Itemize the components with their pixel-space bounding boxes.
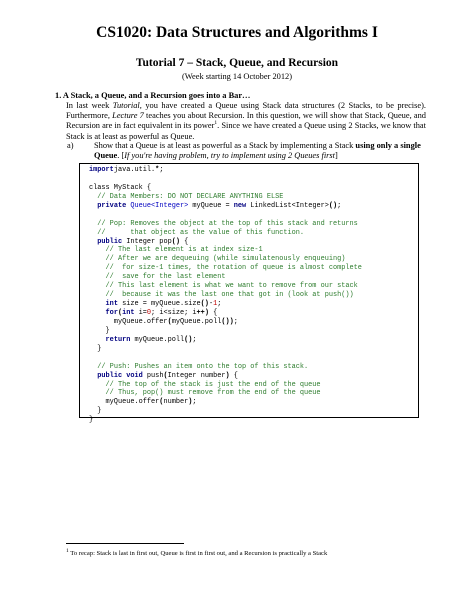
- intro-text-c: , you have created a Queue using Stack data structures (2 Stacks, to be precise). Furthermore,: [66, 101, 426, 121]
- code-token: }: [89, 416, 94, 425]
- code-token: 1: [213, 300, 218, 309]
- code-line: [89, 327, 362, 336]
- code-line: [89, 264, 362, 273]
- code-token: ; i<size; i: [151, 309, 197, 317]
- footnote-text: To recap: Stack is last in first out, Queue is first in first out, and a Recursion is practically a Stack: [68, 550, 328, 557]
- code-line: [89, 184, 362, 193]
- tutorial-subtitle: Tutorial 7 – Stack, Queue, and Recursion: [135, 57, 339, 69]
- intro-tutorial-ref: Tutorial: [112, 101, 140, 110]
- part-a-emphasis: using only a single Queue: [94, 141, 421, 161]
- code-token: }: [89, 344, 102, 353]
- code-token: [89, 336, 106, 344]
- code-line: [89, 291, 362, 300]
- part-a-text: [94, 141, 426, 161]
- code-token: *: [155, 166, 160, 174]
- code-token: public: [97, 371, 123, 380]
- code-token: [89, 300, 106, 308]
- code-token: // Pop: Removes the object at the top of this stack and returns: [97, 219, 358, 228]
- code-token: // save for the last element: [105, 273, 226, 282]
- code-token: // Thus, pop() must remove from the end of the queue: [105, 389, 321, 398]
- code-line: [89, 211, 362, 220]
- code-token: [89, 246, 106, 254]
- intro-lecture-ref: Lecture 7: [112, 111, 144, 121]
- code-token: (): [184, 335, 193, 344]
- code-token: // This last element is what we want to remove from our stack: [105, 282, 358, 291]
- code-token: // for size-1 times, the rotation of queue is almost complete: [105, 264, 362, 273]
- code-token: // After we are dequeuing (while simulatenously enqueuing): [105, 255, 346, 264]
- code-token: {: [180, 237, 189, 246]
- code-token: {: [229, 371, 238, 380]
- code-token: ;: [192, 398, 197, 407]
- footnote-number: 1: [66, 547, 69, 554]
- code-token: [89, 264, 106, 272]
- code-listing-box: [79, 163, 419, 425]
- code-token: [89, 255, 106, 263]
- code-token: [89, 291, 106, 299]
- code-token: // because it was the last one that got in (look at push()): [105, 291, 354, 300]
- code-token: return: [105, 335, 131, 344]
- intro-text-a: In last week: [66, 101, 113, 110]
- code-line: [89, 202, 362, 211]
- intro-text-e: teaches you about Recursion. In this question, we will show that Stack, Queue, and Recursion are in fact equivalent in its power: [66, 111, 426, 131]
- code-token: // Data Members: DO NOT DECLARE ANYTHING ELSE: [97, 192, 284, 201]
- code-token: ;: [192, 335, 197, 344]
- code-token: void: [122, 371, 143, 380]
- code-line: [89, 229, 362, 238]
- question-intro: [66, 101, 426, 142]
- code-token: ()): [221, 317, 234, 326]
- code-token: -: [208, 300, 214, 309]
- code-token: ;: [337, 201, 342, 210]
- week-line: (Week starting 14 October 2012): [181, 72, 293, 81]
- code-line: [89, 282, 362, 291]
- code-token: myQueue.offer: [89, 317, 168, 326]
- part-a-text-3: . [: [117, 151, 125, 161]
- code-token: myQueue.poll: [171, 317, 222, 326]
- code-token: number: [163, 398, 189, 407]
- code-line: [89, 300, 362, 309]
- code-line: [89, 363, 362, 372]
- footnote: [66, 547, 328, 557]
- code-line: [89, 238, 362, 247]
- code-token: [89, 309, 106, 317]
- code-token: import: [89, 166, 114, 174]
- code-line: [89, 416, 362, 425]
- code-token: (: [117, 309, 123, 317]
- code-token: Queue<Integer>: [126, 201, 189, 210]
- part-a-text-1: Show that a Queue is at least as powerful as a Stack by implementing a Stack: [94, 141, 356, 150]
- code-line: [89, 372, 362, 381]
- code-line: [89, 255, 362, 264]
- code-line: [89, 345, 362, 354]
- code-line: [89, 309, 362, 318]
- code-line: [89, 354, 362, 363]
- code-token: // Push: Pushes an item onto the top of this stack.: [97, 362, 309, 371]
- code-token: (: [159, 398, 164, 407]
- code-line: [89, 389, 362, 398]
- code-token: (: [163, 371, 168, 380]
- code-token: [89, 273, 106, 281]
- code-line: [89, 246, 362, 255]
- code-token: int: [122, 309, 135, 317]
- code-token: i=: [134, 309, 147, 317]
- code-listing: [89, 166, 362, 425]
- part-label: a): [67, 141, 74, 150]
- question-heading: 1. A Stack, a Queue, and a Recursion goes into a Bar…: [55, 91, 251, 100]
- code-line: [89, 220, 362, 229]
- code-line: [89, 381, 362, 390]
- code-token: int: [105, 300, 118, 309]
- code-token: // The last element is at index size-1: [105, 246, 263, 255]
- code-token: [89, 381, 106, 389]
- code-token: Integer pop: [122, 237, 172, 246]
- intro-text-f: . Since we have created a Queue using 2 Stacks, we know that Stack is at least as powerful as Queue.: [66, 121, 426, 141]
- code-token: }: [89, 407, 102, 416]
- code-line: [89, 398, 362, 407]
- code-token: java.util.: [113, 166, 156, 174]
- code-token: ;: [159, 166, 164, 174]
- code-token: new: [233, 201, 247, 210]
- code-line: [89, 273, 362, 282]
- code-token: ;: [233, 317, 238, 326]
- code-token: Integer number: [167, 371, 226, 380]
- footnote-marker: 1: [214, 120, 218, 127]
- code-token: ++): [196, 309, 209, 317]
- code-line: [89, 407, 362, 416]
- code-line: [89, 336, 362, 345]
- code-token: (): [328, 201, 338, 210]
- footnote-divider: [66, 543, 184, 544]
- code-token: size = myQueue.size: [117, 300, 201, 309]
- code-token: myQueue.poll: [130, 335, 185, 344]
- code-line: [89, 166, 362, 175]
- code-token: ;: [217, 300, 222, 309]
- code-token: // that object as the value of this function.: [97, 228, 305, 237]
- code-token: for: [105, 309, 118, 317]
- part-a-text-5: ]: [335, 151, 338, 161]
- code-token: class MyStack {: [89, 183, 152, 192]
- code-token: (): [200, 300, 209, 309]
- code-token: myQueue.offer: [89, 398, 160, 407]
- code-token: (: [167, 317, 172, 326]
- part-a-hint: If you're having problem, try to implement using 2 Queues first: [124, 151, 335, 161]
- code-token: push: [142, 371, 164, 380]
- code-token: 0: [146, 309, 152, 317]
- code-token: }: [89, 326, 110, 335]
- code-token: [89, 282, 106, 290]
- code-token: [89, 389, 106, 397]
- code-token: LinkedList<Integer>: [246, 201, 329, 210]
- code-token: {: [208, 309, 218, 317]
- code-line: [89, 193, 362, 202]
- code-token: // The top of the stack is just the end of the queue: [105, 380, 321, 389]
- code-token: public: [97, 237, 123, 246]
- code-line: [89, 175, 362, 184]
- page-title: CS1020: Data Structures and Algorithms I: [96, 24, 378, 41]
- code-line: [89, 318, 362, 327]
- code-token: ): [188, 398, 193, 407]
- code-token: myQueue =: [188, 201, 234, 210]
- code-token: (): [171, 237, 180, 246]
- code-token: ): [225, 371, 230, 380]
- code-token: private: [97, 201, 127, 210]
